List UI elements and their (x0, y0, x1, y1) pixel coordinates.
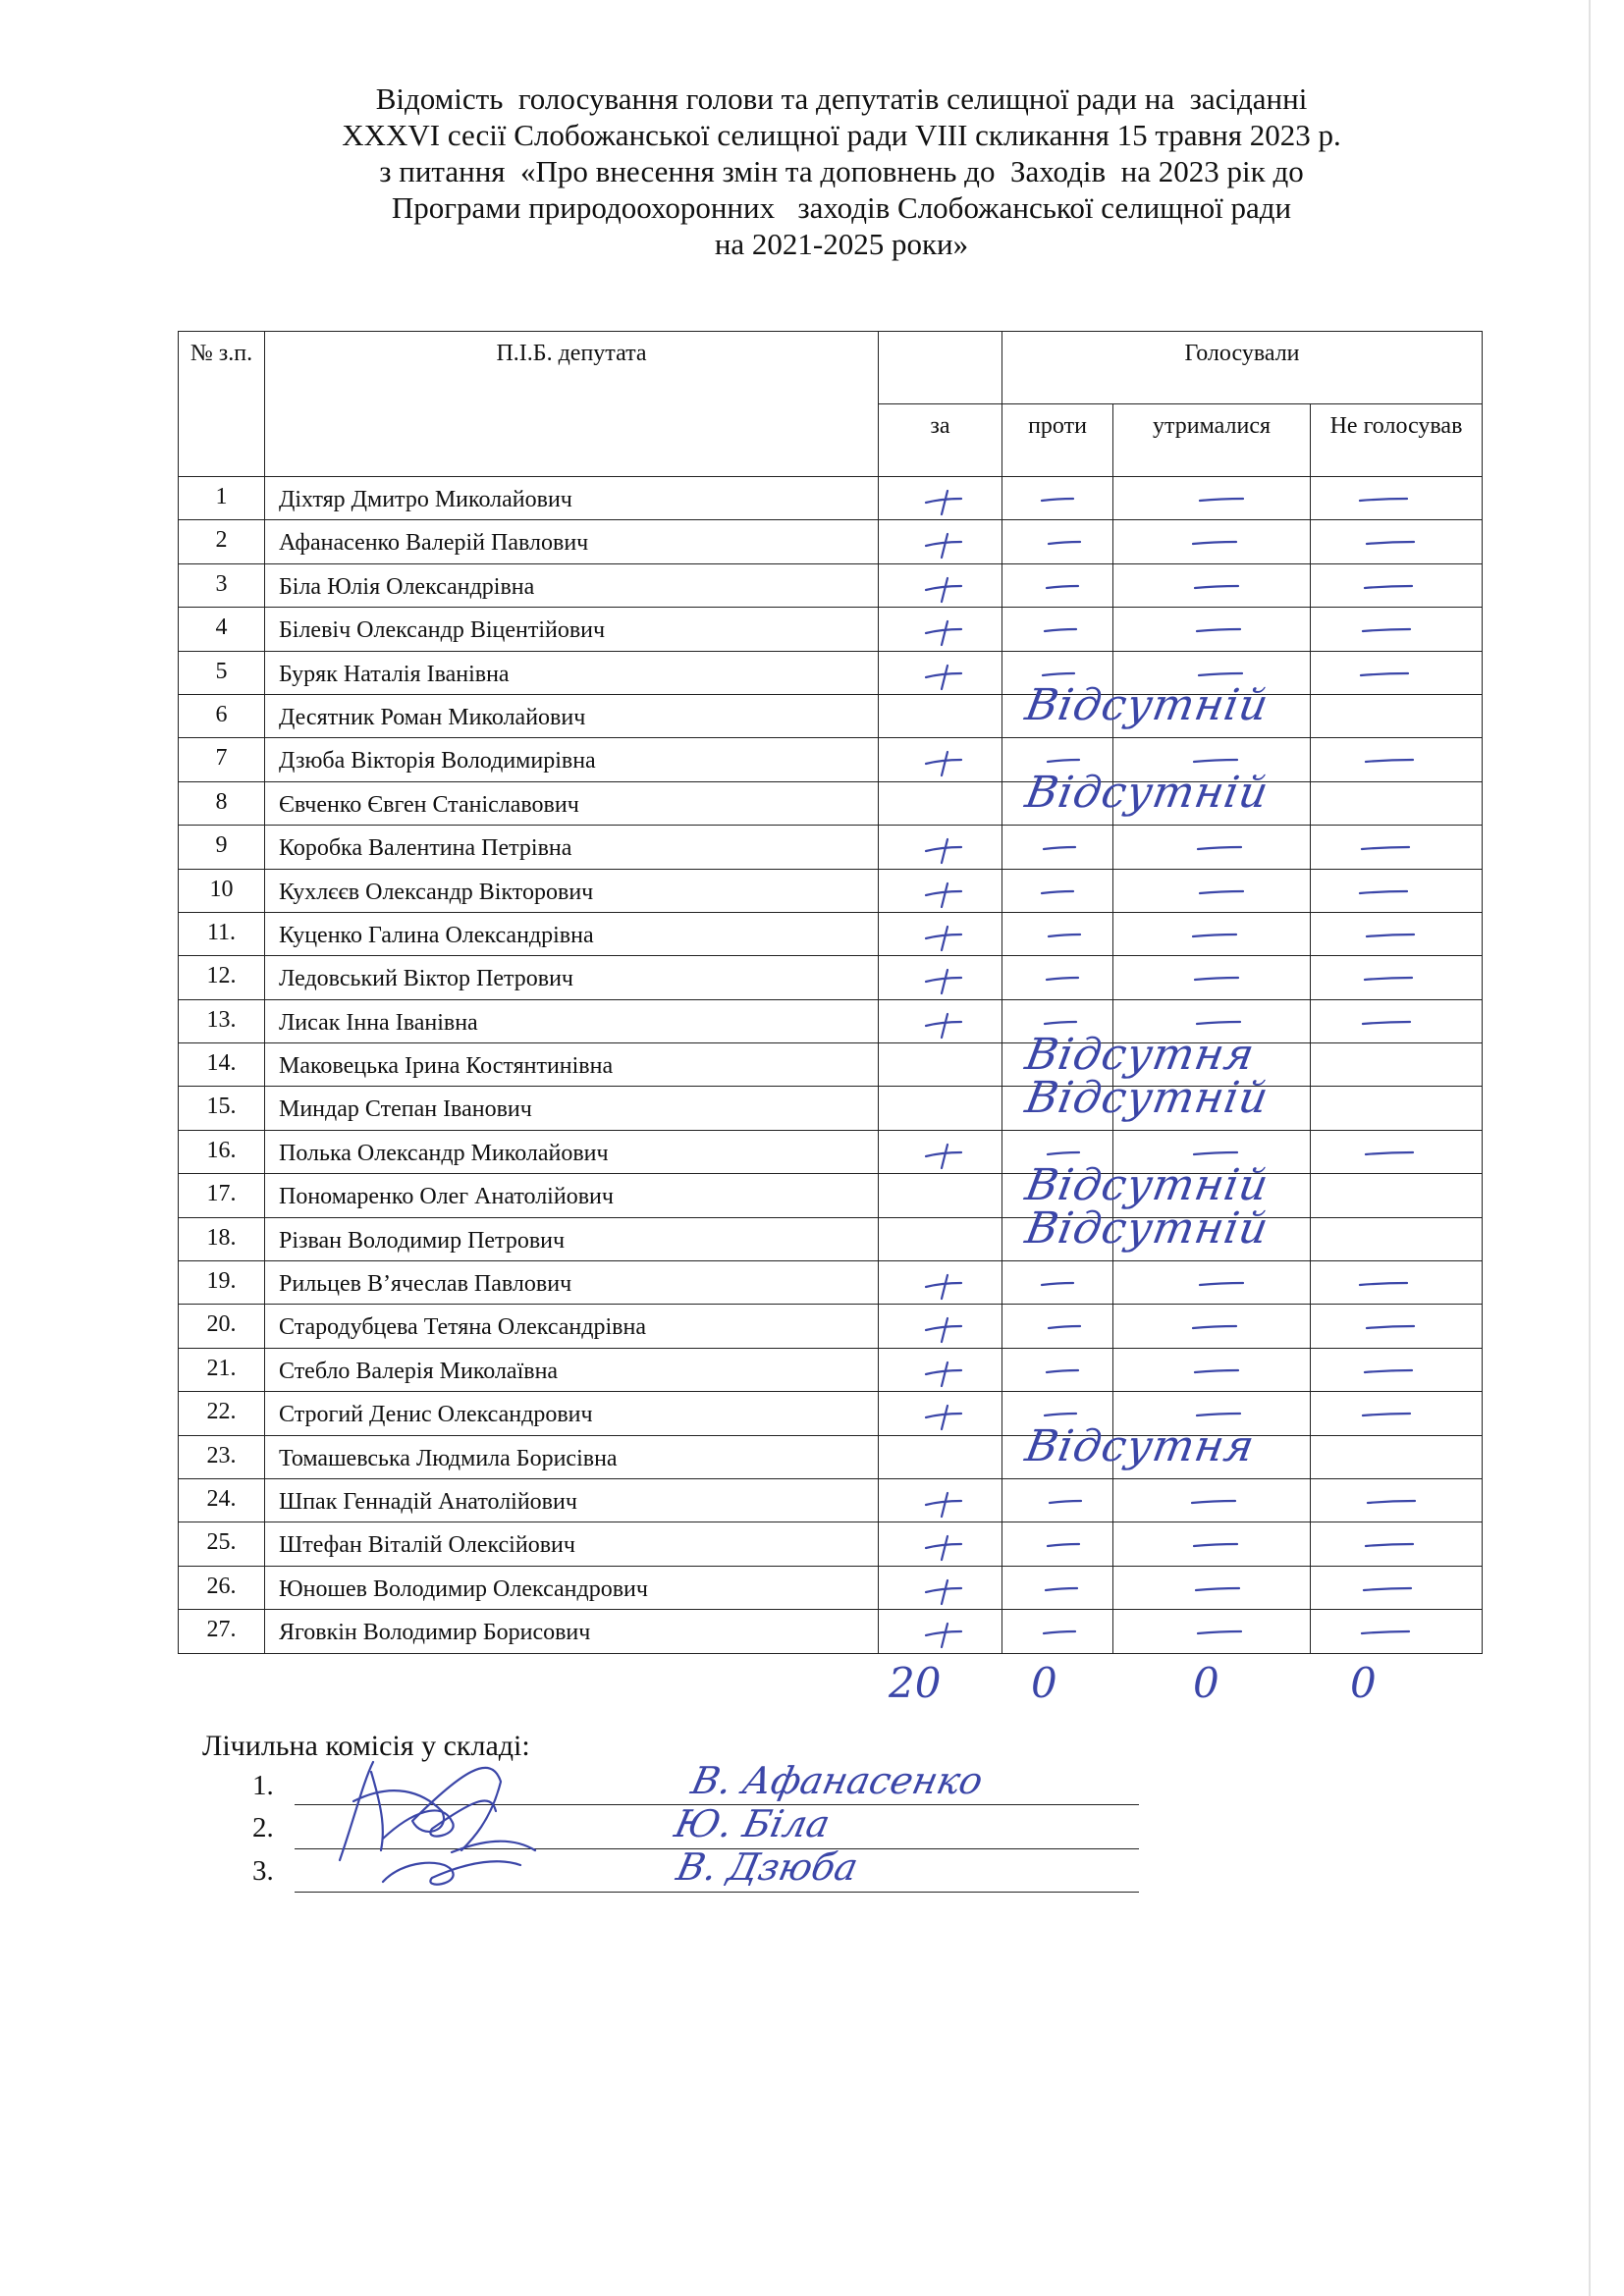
table-row (179, 999, 1483, 1042)
signature-scribbles (324, 1742, 648, 1919)
row-number: 27. (179, 1610, 265, 1653)
vote-not-voted-cell (1311, 738, 1483, 781)
title-line: Відомість голосування голови та депутатів селищної ради на засіданні (375, 81, 1308, 116)
vote-not-voted-cell (1311, 1610, 1483, 1653)
vote-not-voted-cell (1311, 956, 1483, 999)
vote-for-cell (879, 956, 1002, 999)
vote-abstained-cell (1113, 869, 1311, 912)
table-row (179, 1435, 1483, 1478)
plus-mark (926, 839, 961, 863)
vote-not-voted-cell (1311, 781, 1483, 825)
vote-not-voted-cell (1311, 1566, 1483, 1609)
dash-mark (1200, 1283, 1243, 1285)
total-for: 20 (889, 1659, 942, 1707)
dash-mark (1360, 499, 1407, 501)
header-voted: Голосували (1002, 332, 1483, 404)
deputy-name: Томашевська Людмила Борисівна (265, 1435, 879, 1478)
member-number: 1. (252, 1770, 274, 1801)
absent-mark: Відсутній (1021, 768, 1273, 819)
vote-against-cell (1002, 1522, 1113, 1566)
row-number: 8 (179, 781, 265, 825)
vote-not-voted-cell (1311, 651, 1483, 694)
row-number: 20. (179, 1305, 265, 1348)
vote-for-cell (879, 694, 1002, 737)
vote-against-cell (1002, 912, 1113, 955)
dash-mark (1367, 1326, 1414, 1328)
plus-mark (926, 1536, 961, 1560)
vote-abstained-cell (1113, 520, 1311, 563)
dash-mark (1195, 978, 1238, 980)
vote-for-cell (879, 651, 1002, 694)
row-number: 26. (179, 1566, 265, 1609)
dash-mark (1200, 499, 1243, 501)
dash-mark (1193, 1326, 1236, 1328)
row-number: 14. (179, 1043, 265, 1087)
deputy-name: Шпак Геннадій Анатолійович (265, 1478, 879, 1522)
vote-not-voted-cell (1311, 1435, 1483, 1478)
row-number: 21. (179, 1348, 265, 1391)
deputy-name: Різван Володимир Петрович (265, 1217, 879, 1260)
vote-abstained-cell (1113, 1261, 1311, 1305)
row-number: 3 (179, 563, 265, 607)
vote-for-cell (879, 563, 1002, 607)
row-number: 23. (179, 1435, 265, 1478)
vote-against-cell (1002, 1261, 1113, 1305)
dash-mark (1194, 760, 1237, 762)
dash-mark (1361, 673, 1408, 675)
dash-mark (1047, 1370, 1078, 1372)
vote-for-cell (879, 1174, 1002, 1217)
table-row (179, 1261, 1483, 1305)
dash-mark (1364, 1588, 1411, 1590)
plus-mark (926, 927, 961, 950)
member-name: В. Дзюба (673, 1845, 862, 1889)
document-title (0, 80, 1624, 262)
vote-not-voted-cell (1311, 869, 1483, 912)
vote-for-cell (879, 1261, 1002, 1305)
absent-mark: Відсутній (1021, 680, 1273, 731)
deputy-name: Біла Юлія Олександрівна (265, 563, 879, 607)
deputy-name: Полька Олександр Миколайович (265, 1130, 879, 1173)
vote-not-voted-cell (1311, 608, 1483, 651)
vote-for-cell (879, 477, 1002, 520)
dash-mark (1366, 1152, 1413, 1154)
vote-for-cell (879, 1348, 1002, 1391)
deputy-name: Штефан Віталій Олексійович (265, 1522, 879, 1566)
dash-mark (1200, 891, 1243, 893)
dash-mark (1363, 629, 1410, 631)
vote-for-cell (879, 1522, 1002, 1566)
plus-mark (926, 1580, 961, 1604)
table-row (179, 563, 1483, 607)
table-row (179, 1610, 1483, 1653)
dash-mark (1045, 629, 1076, 631)
vote-not-voted-cell (1311, 1392, 1483, 1435)
row-number: 11. (179, 912, 265, 955)
vote-for-cell (879, 1392, 1002, 1435)
table-row (179, 1174, 1483, 1217)
deputy-name: Строгий Денис Олександрович (265, 1392, 879, 1435)
vote-abstained-cell (1113, 477, 1311, 520)
deputy-name: Євченко Євген Станіславович (265, 781, 879, 825)
absent-mark: Відсутній (1021, 1159, 1273, 1210)
dash-mark (1049, 1326, 1080, 1328)
title-line: XXXVI сесії Слобожанської селищної ради VIII скликання 15 травня 2023 р. (342, 118, 1341, 152)
row-number: 1 (179, 477, 265, 520)
vote-for-cell (879, 869, 1002, 912)
table-row (179, 1043, 1483, 1087)
vote-for-cell (879, 912, 1002, 955)
row-number: 4 (179, 608, 265, 651)
plus-mark (926, 534, 961, 558)
vote-abstained-cell (1113, 1348, 1311, 1391)
plus-mark (926, 970, 961, 993)
vote-against-cell (1002, 608, 1113, 651)
vote-not-voted-cell (1311, 520, 1483, 563)
table-row (179, 912, 1483, 955)
vote-abstained-cell (1113, 1522, 1311, 1566)
deputy-name: Коробка Валентина Петрівна (265, 826, 879, 869)
dash-mark (1045, 1414, 1076, 1415)
vote-against-cell (1002, 956, 1113, 999)
member-number: 2. (252, 1812, 274, 1843)
member-name: В. Афанасенко (687, 1759, 988, 1802)
row-number: 5 (179, 651, 265, 694)
row-number: 6 (179, 694, 265, 737)
header-against: проти (1002, 404, 1113, 477)
deputy-name: Білевіч Олександр Віцентійович (265, 608, 879, 651)
dash-mark (1362, 847, 1409, 849)
row-number: 12. (179, 956, 265, 999)
vote-for-cell (879, 1435, 1002, 1478)
table-row (179, 477, 1483, 520)
dash-mark (1197, 1414, 1240, 1415)
vote-for-cell (879, 1610, 1002, 1653)
vote-not-voted-cell (1311, 1261, 1483, 1305)
vote-abstained-cell (1113, 826, 1311, 869)
deputy-name: Пономаренко Олег Анатолійович (265, 1174, 879, 1217)
deputy-name: Стебло Валерія Миколаївна (265, 1348, 879, 1391)
dash-mark (1049, 934, 1080, 936)
vote-for-cell (879, 520, 1002, 563)
vote-not-voted-cell (1311, 1348, 1483, 1391)
deputy-name: Десятник Роман Миколайович (265, 694, 879, 737)
deputy-name: Куценко Галина Олександрівна (265, 912, 879, 955)
table-row (179, 608, 1483, 651)
deputy-name: Діхтяр Дмитро Миколайович (265, 477, 879, 520)
dash-mark (1042, 499, 1073, 501)
plus-mark (926, 1624, 961, 1647)
table-row (179, 826, 1483, 869)
dash-mark (1195, 1370, 1238, 1372)
vote-abstained-cell (1113, 563, 1311, 607)
vote-abstained-cell (1113, 1566, 1311, 1609)
dash-mark (1043, 673, 1074, 675)
vote-for-cell (879, 1305, 1002, 1348)
dash-mark (1360, 891, 1407, 893)
dash-mark (1049, 542, 1080, 544)
vote-abstained-cell (1113, 956, 1311, 999)
vote-abstained-cell (1113, 1305, 1311, 1348)
dash-mark (1047, 978, 1078, 980)
table-row (179, 1087, 1483, 1130)
vote-not-voted-cell (1311, 912, 1483, 955)
vote-not-voted-cell (1311, 563, 1483, 607)
plus-mark (926, 1493, 961, 1517)
dash-mark (1199, 673, 1242, 675)
plus-mark (926, 1362, 961, 1386)
vote-not-voted-cell (1311, 694, 1483, 737)
deputy-name: Маковецька Ірина Костянтинівна (265, 1043, 879, 1087)
vote-not-voted-cell (1311, 1174, 1483, 1217)
table-row (179, 651, 1483, 694)
dash-mark (1048, 1152, 1079, 1154)
row-number: 22. (179, 1392, 265, 1435)
deputy-name: Юношев Володимир Олександрович (265, 1566, 879, 1609)
deputy-name: Миндар Степан Іванович (265, 1087, 879, 1130)
vote-against-cell (1002, 1305, 1113, 1348)
plus-mark (926, 1014, 961, 1038)
plus-mark (926, 666, 961, 689)
dash-mark (1050, 1501, 1081, 1503)
plus-mark (926, 752, 961, 775)
row-number: 15. (179, 1087, 265, 1130)
vote-against-cell (1002, 563, 1113, 607)
header-for: за (879, 404, 1002, 477)
absent-mark: Відсутній (1021, 1072, 1273, 1123)
dash-mark (1366, 760, 1413, 762)
plus-mark (926, 883, 961, 907)
dash-mark (1193, 542, 1236, 544)
table-row (179, 738, 1483, 781)
vote-for-cell (879, 1566, 1002, 1609)
title-line: Програми природоохоронних заходів Слобожанської селищної ради (391, 190, 1292, 225)
member-number: 3. (252, 1855, 274, 1887)
plus-mark (926, 1145, 961, 1168)
vote-abstained-cell (1113, 608, 1311, 651)
vote-for-cell (879, 1130, 1002, 1173)
deputy-name: Афанасенко Валерій Павлович (265, 520, 879, 563)
dash-mark (1198, 847, 1241, 849)
deputy-name: Дзюба Вікторія Володимирівна (265, 738, 879, 781)
header-not-voted: Не голосував (1311, 404, 1483, 477)
dash-mark (1366, 1544, 1413, 1546)
table-row (179, 1305, 1483, 1348)
absent-mark: Відсутня (1021, 1421, 1259, 1472)
header-blank (879, 332, 1002, 404)
dash-mark (1198, 1631, 1241, 1633)
dash-mark (1042, 891, 1073, 893)
vote-abstained-cell (1113, 1478, 1311, 1522)
commission-label: Лічильна комісія у складі: (202, 1730, 530, 1762)
table-row (179, 694, 1483, 737)
dash-mark (1368, 1501, 1415, 1503)
table-row (179, 1130, 1483, 1173)
vote-for-cell (879, 999, 1002, 1042)
plus-mark (926, 578, 961, 602)
plus-mark (926, 1406, 961, 1429)
dash-mark (1365, 586, 1412, 588)
vote-not-voted-cell (1311, 826, 1483, 869)
member-name: Ю. Біла (671, 1802, 835, 1845)
row-number: 13. (179, 999, 265, 1042)
deputy-name: Яговкін Володимир Борисович (265, 1610, 879, 1653)
dash-mark (1197, 629, 1240, 631)
vote-against-cell (1002, 1566, 1113, 1609)
dash-mark (1044, 847, 1075, 849)
vote-not-voted-cell (1311, 1478, 1483, 1522)
vote-not-voted-cell (1311, 1087, 1483, 1130)
header-abstained: утрималися (1113, 404, 1311, 477)
vote-not-voted-cell (1311, 1305, 1483, 1348)
table-row (179, 520, 1483, 563)
dash-mark (1042, 1283, 1073, 1285)
dash-mark (1360, 1283, 1407, 1285)
total-abstained: 0 (1193, 1659, 1219, 1707)
dash-mark (1192, 1501, 1235, 1503)
vote-against-cell (1002, 1348, 1113, 1391)
vote-against-cell (1002, 477, 1113, 520)
header-name: П.І.Б. депутата (265, 332, 879, 477)
absent-mark: Відсутня (1021, 1029, 1259, 1080)
row-number: 9 (179, 826, 265, 869)
row-number: 24. (179, 1478, 265, 1522)
dash-mark (1045, 1022, 1076, 1024)
dash-mark (1193, 934, 1236, 936)
dash-mark (1197, 1022, 1240, 1024)
vote-not-voted-cell (1311, 1043, 1483, 1087)
page-edge (1589, 0, 1591, 2296)
vote-for-cell (879, 781, 1002, 825)
vote-against-cell (1002, 1610, 1113, 1653)
table-row (179, 1478, 1483, 1522)
row-number: 25. (179, 1522, 265, 1566)
dash-mark (1367, 542, 1414, 544)
deputy-name: Буряк Наталія Іванівна (265, 651, 879, 694)
vote-against-cell (1002, 1478, 1113, 1522)
dash-mark (1046, 1588, 1077, 1590)
total-against: 0 (1031, 1659, 1057, 1707)
table-row (179, 1348, 1483, 1391)
deputy-name: Кухлєєв Олександр Вікторович (265, 869, 879, 912)
vote-for-cell (879, 1087, 1002, 1130)
title-line: на 2021-2025 роки» (714, 227, 969, 261)
title-line: з питання «Про внесення змін та доповнень до Заходів на 2023 рік до (379, 154, 1304, 188)
row-number: 7 (179, 738, 265, 781)
table-row (179, 956, 1483, 999)
plus-mark (926, 491, 961, 514)
deputy-name: Лисак Інна Іванівна (265, 999, 879, 1042)
table-row (179, 1392, 1483, 1435)
dash-mark (1365, 978, 1412, 980)
vote-for-cell (879, 826, 1002, 869)
row-number: 10 (179, 869, 265, 912)
row-number: 18. (179, 1217, 265, 1260)
dash-mark (1194, 1152, 1237, 1154)
total-not-voted: 0 (1350, 1659, 1377, 1707)
vote-not-voted-cell (1311, 1217, 1483, 1260)
dash-mark (1363, 1414, 1410, 1415)
row-number: 16. (179, 1130, 265, 1173)
dash-mark (1367, 934, 1414, 936)
table-row (179, 1522, 1483, 1566)
vote-for-cell (879, 1217, 1002, 1260)
vote-against-cell (1002, 869, 1113, 912)
deputy-name: Стародубцева Тетяна Олександрівна (265, 1305, 879, 1348)
vote-for-cell (879, 608, 1002, 651)
dash-mark (1362, 1631, 1409, 1633)
deputy-name: Ледовський Віктор Петрович (265, 956, 879, 999)
dash-mark (1048, 1544, 1079, 1546)
absent-mark: Відсутній (1021, 1203, 1273, 1255)
table-row (179, 1217, 1483, 1260)
deputy-name: Рильцев В’ячеслав Павлович (265, 1261, 879, 1305)
vote-for-cell (879, 1043, 1002, 1087)
dash-mark (1044, 1631, 1075, 1633)
vote-not-voted-cell (1311, 1522, 1483, 1566)
vote-not-voted-cell (1311, 477, 1483, 520)
row-number: 2 (179, 520, 265, 563)
dash-mark (1194, 1544, 1237, 1546)
vote-abstained-cell (1113, 912, 1311, 955)
vote-for-cell (879, 738, 1002, 781)
dash-mark (1363, 1022, 1410, 1024)
vote-for-cell (879, 1478, 1002, 1522)
dash-mark (1196, 1588, 1239, 1590)
row-number: 17. (179, 1174, 265, 1217)
table-row (179, 1566, 1483, 1609)
dash-mark (1195, 586, 1238, 588)
header-number: № з.п. (179, 332, 265, 477)
dash-mark (1048, 760, 1079, 762)
voting-table (178, 331, 1483, 1654)
vote-against-cell (1002, 826, 1113, 869)
row-number: 19. (179, 1261, 265, 1305)
vote-abstained-cell (1113, 1610, 1311, 1653)
table-row (179, 781, 1483, 825)
table-row (179, 869, 1483, 912)
vote-not-voted-cell (1311, 1130, 1483, 1173)
plus-mark (926, 621, 961, 645)
plus-mark (926, 1318, 961, 1342)
vote-against-cell (1002, 520, 1113, 563)
vote-not-voted-cell (1311, 999, 1483, 1042)
dash-mark (1365, 1370, 1412, 1372)
dash-mark (1047, 586, 1078, 588)
plus-mark (926, 1275, 961, 1299)
